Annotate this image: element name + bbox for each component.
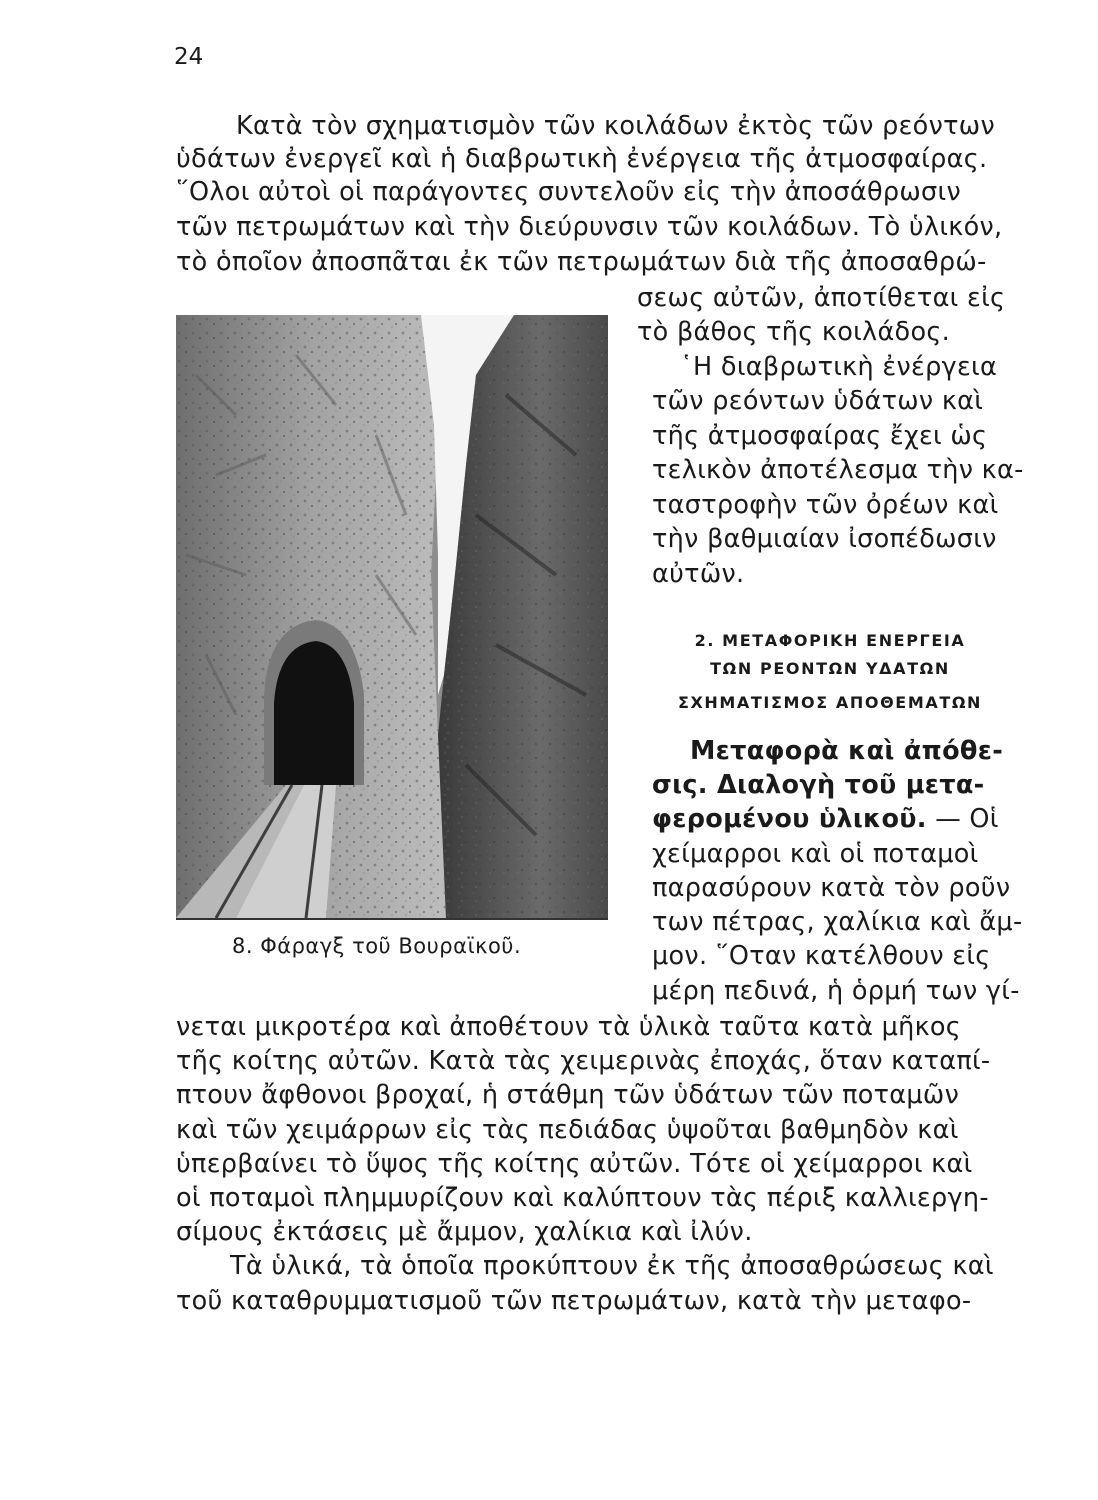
body-right-line: των πέτρας, χαλίκια καὶ ἄμ- bbox=[652, 907, 1023, 937]
gorge-illustration bbox=[176, 315, 608, 918]
body-line: τοῦ καταθρυμματισμοῦ τῶν πετρωμάτων, κατὰ τὴν μεταφο- bbox=[176, 1286, 972, 1316]
body-line: καὶ τῶν χειμάρρων εἰς τὰς πεδιάδας ὑψοῦται βαθμηδὸν καὶ bbox=[176, 1115, 959, 1145]
right-column-line: τελικὸν ἀποτέλεσμα τὴν κα- bbox=[652, 455, 1024, 485]
intro-line: τῶν πετρωμάτων καὶ τὴν διεύρυνσιν τῶν κοιλάδων. Τὸ ὑλικόν, bbox=[176, 212, 1003, 242]
figure-caption: 8. Φάραγξ τοῦ Βουραϊκοῦ. bbox=[232, 934, 522, 958]
right-column-line: τὸ βάθος τῆς κοιλάδος. bbox=[637, 317, 951, 347]
body-line: σίμους ἐκτάσεις μὲ ἄμμον, χαλίκια καὶ ἰλύν. bbox=[176, 1217, 753, 1247]
body-right-line: μέρη πεδινά, ἡ ὁρμή των γί- bbox=[652, 976, 1020, 1006]
lead-title-bold: φερομένου ὑλικοῦ. bbox=[652, 804, 927, 834]
body-right-line: χείμαρροι καὶ οἱ ποταμοὶ bbox=[652, 839, 979, 869]
gorge-photo bbox=[176, 315, 608, 920]
section-heading: 2. ΜΕΤΑΦΟΡΙΚΗ ΕΝΕΡΓΕΙΑ bbox=[694, 631, 966, 650]
right-column-line: ταστροφὴν τῶν ὀρέων καὶ bbox=[652, 490, 999, 520]
intro-line: ὑδάτων ἐνεργεῖ καὶ ἡ διαβρωτικὴ ἐνέργεια τῆς ἀτμοσφαίρας. bbox=[176, 144, 988, 174]
right-column-line: τῆς ἀτμοσφαίρας ἔχει ὡς bbox=[652, 421, 988, 451]
intro-line: τὸ ὁποῖον ἀποσπᾶται ἐκ τῶν πετρωμάτων διὰ τῆς ἀποσαθρώ- bbox=[176, 247, 987, 277]
right-column-line: ῾Η διαβρωτικὴ ἐνέργεια bbox=[680, 352, 998, 382]
lead-title-rest: — Οἱ bbox=[926, 804, 999, 834]
right-column-line: αὐτῶν. bbox=[652, 559, 745, 589]
intro-line: ῞Ολοι αὐτοὶ οἱ παράγοντες συντελοῦν εἰς τὴν ἀποσάθρωσιν bbox=[176, 177, 961, 207]
body-line: τῆς κοίτης αὐτῶν. Κατὰ τὰς χειμερινὰς ἐποχάς, ὅταν καταπί- bbox=[176, 1046, 991, 1076]
right-column-line: τὴν βαθμιαίαν ἰσοπέδωσιν bbox=[652, 524, 997, 554]
intro-line: Κατὰ τὸν σχηματισμὸν τῶν κοιλάδων ἐκτὸς τῶν ρεόντων bbox=[236, 111, 995, 141]
body-right-line: μον. ῞Οταν κατέλθουν εἰς bbox=[652, 941, 991, 971]
right-column-line: τῶν ρεόντων ὑδάτων καὶ bbox=[652, 386, 984, 416]
section-heading: ΤΩΝ ΡΕΟΝΤΩΝ ΥΔΑΤΩΝ bbox=[710, 659, 950, 678]
lead-title-line: Μεταφορὰ καὶ ἀπόθε- bbox=[690, 736, 1004, 766]
body-line: Τὰ ὑλικά, τὰ ὁποῖα προκύπτουν ἐκ τῆς ἀποσαθρώσεως καὶ bbox=[230, 1251, 994, 1281]
body-line: οἱ ποταμοὶ πλημμυρίζουν καὶ καλύπτουν τὰς πέριξ καλλιεργη- bbox=[176, 1183, 989, 1213]
body-line: πτουν ἄφθονοι βροχαί, ἡ στάθμη τῶν ὑδάτων τῶν ποταμῶν bbox=[176, 1080, 960, 1110]
body-line: ὑπερβαίνει τὸ ὕψος τῆς κοίτης αὐτῶν. Τότε οἱ χείμαρροι καὶ bbox=[176, 1149, 973, 1179]
right-column-line: σεως αὐτῶν, ἀποτίθεται εἰς bbox=[637, 283, 1006, 313]
body-line: νεται μικροτέρα καὶ ἀποθέτουν τὰ ὑλικὰ ταῦτα κατὰ μῆκος bbox=[176, 1012, 962, 1042]
page-number: 24 bbox=[174, 44, 204, 70]
body-right-line: παρασύρουν κατὰ τὸν ροῦν bbox=[652, 873, 1011, 903]
section-subheading: ΣΧΗΜΑΤΙΣΜΟΣ ΑΠΟΘΕΜΑΤΩΝ bbox=[677, 693, 983, 712]
lead-title-line bbox=[652, 803, 999, 835]
lead-title-line: σις. Διαλογὴ τοῦ μετα- bbox=[652, 770, 985, 800]
